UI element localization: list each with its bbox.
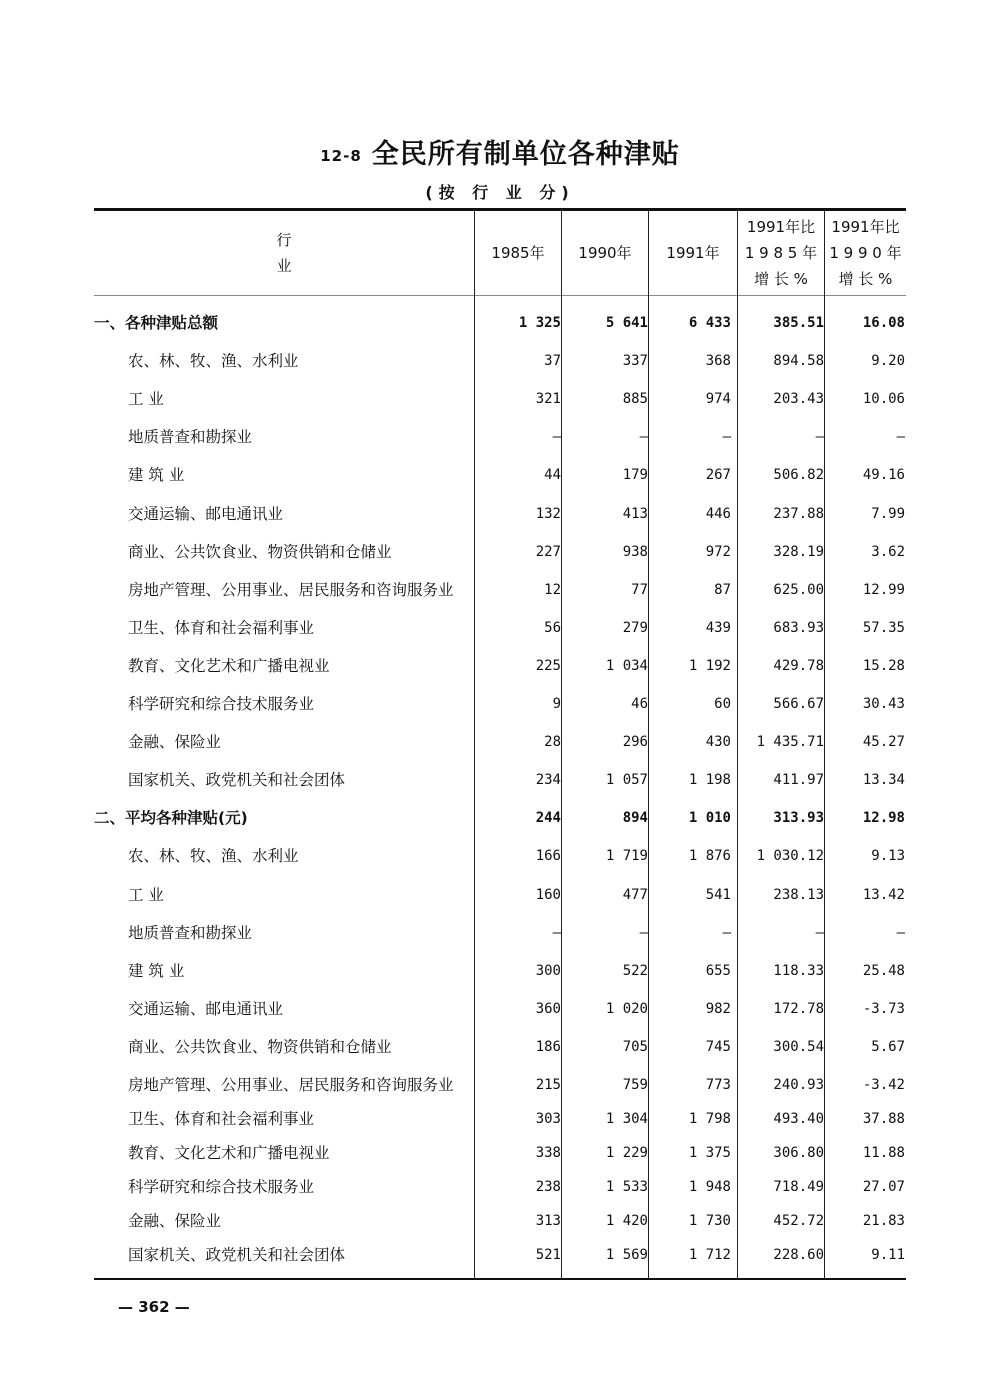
value-cell-v1991: 1 192 bbox=[688, 658, 731, 674]
industry-cell: 交通运输、邮电通讯业 bbox=[128, 1000, 284, 1018]
value-cell-v1990: 522 bbox=[622, 963, 648, 979]
industry-cell: 建 筑 业 bbox=[128, 962, 185, 980]
value-cell-v1985: 338 bbox=[535, 1145, 561, 1161]
value-cell-v1991: — bbox=[722, 925, 731, 941]
value-cell-v1985: 313 bbox=[535, 1213, 561, 1229]
value-cell-v1991: 1 375 bbox=[688, 1145, 731, 1161]
value-cell-r1985: 328.19 bbox=[773, 544, 824, 560]
industry-cell: 科学研究和综合技术服务业 bbox=[128, 695, 315, 713]
table-row bbox=[94, 497, 906, 531]
subtitle: (按 行 业 分) bbox=[425, 183, 575, 202]
table-number: 12-8 bbox=[320, 146, 362, 165]
industry-cell: 房地产管理、公用事业、居民服务和咨询服务业 bbox=[128, 581, 454, 599]
value-cell-v1990: 337 bbox=[622, 353, 648, 369]
value-cell-r1990: -3.73 bbox=[862, 1001, 905, 1017]
value-cell-v1985: 227 bbox=[535, 544, 561, 560]
value-cell-r1985: 313.93 bbox=[773, 810, 824, 826]
header-ratio-1990-line1: 1991年比 bbox=[831, 218, 900, 236]
value-cell-r1985: 1 030.12 bbox=[756, 848, 824, 864]
value-cell-r1985: 238.13 bbox=[773, 887, 824, 903]
header-industry: 行 业 bbox=[276, 231, 432, 275]
value-cell-v1985: 234 bbox=[535, 772, 561, 788]
value-cell-v1985: 238 bbox=[535, 1179, 561, 1195]
value-cell-v1991: 1 730 bbox=[688, 1213, 731, 1229]
value-cell-v1990: 279 bbox=[622, 620, 648, 636]
value-cell-v1991: 982 bbox=[705, 1001, 731, 1017]
value-cell-v1985: 360 bbox=[535, 1001, 561, 1017]
value-cell-r1990: 13.34 bbox=[862, 772, 905, 788]
header-rule bbox=[94, 295, 906, 296]
value-cell-r1990: 9.20 bbox=[871, 353, 905, 369]
value-cell-v1991: 1 712 bbox=[688, 1247, 731, 1263]
table-row bbox=[94, 1238, 906, 1272]
value-cell-r1990: 21.83 bbox=[862, 1213, 905, 1229]
value-cell-v1990: 1 569 bbox=[605, 1247, 648, 1263]
industry-cell: 教育、文化艺术和广播电视业 bbox=[128, 657, 330, 675]
industry-cell: 科学研究和综合技术服务业 bbox=[128, 1178, 315, 1196]
value-cell-v1991: 1 198 bbox=[688, 772, 731, 788]
value-cell-v1991: 1 798 bbox=[688, 1111, 731, 1127]
value-cell-v1991: 439 bbox=[705, 620, 731, 636]
industry-cell: 一、各种津贴总额 bbox=[94, 314, 219, 332]
industry-cell: 工 业 bbox=[128, 886, 164, 904]
value-cell-r1985: 385.51 bbox=[773, 315, 824, 331]
value-cell-r1985: 300.54 bbox=[773, 1039, 824, 1055]
value-cell-v1990: 1 057 bbox=[605, 772, 648, 788]
table-row bbox=[94, 839, 906, 873]
value-cell-r1990: 9.11 bbox=[871, 1247, 905, 1263]
value-cell-v1991: 446 bbox=[705, 506, 731, 522]
industry-cell: 地质普查和勘探业 bbox=[128, 428, 253, 446]
value-cell-v1991: 972 bbox=[705, 544, 731, 560]
value-cell-v1991: 1 948 bbox=[688, 1179, 731, 1195]
value-cell-v1990: 885 bbox=[622, 391, 648, 407]
table-row bbox=[94, 878, 906, 912]
table-row bbox=[94, 382, 906, 416]
value-cell-v1991: 1 010 bbox=[688, 810, 731, 826]
value-cell-r1985: 566.67 bbox=[773, 696, 824, 712]
value-cell-v1991: 430 bbox=[705, 734, 731, 750]
industry-cell: 卫生、体育和社会福利事业 bbox=[128, 1110, 315, 1128]
value-cell-v1985: 300 bbox=[535, 963, 561, 979]
industry-cell: 金融、保险业 bbox=[128, 733, 222, 751]
value-cell-r1985: 493.40 bbox=[773, 1111, 824, 1127]
industry-cell: 二、平均各种津贴(元) bbox=[94, 809, 248, 827]
industry-cell: 卫生、体育和社会福利事业 bbox=[128, 619, 315, 637]
value-cell-r1990: 25.48 bbox=[862, 963, 905, 979]
value-cell-v1990: 46 bbox=[631, 696, 648, 712]
value-cell-r1990: 57.35 bbox=[862, 620, 905, 636]
header-ratio-1990 bbox=[825, 211, 906, 295]
value-cell-r1990: 12.98 bbox=[862, 810, 905, 826]
value-cell-v1985: 1 325 bbox=[518, 315, 561, 331]
value-cell-v1985: 186 bbox=[535, 1039, 561, 1055]
value-cell-v1985: 9 bbox=[552, 696, 561, 712]
page-number: — 362 — bbox=[118, 1298, 190, 1316]
value-cell-r1990: — bbox=[896, 429, 905, 445]
value-cell-r1990: 16.08 bbox=[862, 315, 905, 331]
section-row bbox=[94, 306, 906, 340]
value-cell-v1991: 60 bbox=[714, 696, 731, 712]
value-cell-v1991: 1 876 bbox=[688, 848, 731, 864]
value-cell-v1985: 215 bbox=[535, 1077, 561, 1093]
value-cell-v1991: 368 bbox=[705, 353, 731, 369]
value-cell-v1991: 974 bbox=[705, 391, 731, 407]
page-title bbox=[0, 132, 1000, 171]
value-cell-v1990: 1 229 bbox=[605, 1145, 648, 1161]
value-cell-r1990: 7.99 bbox=[871, 506, 905, 522]
value-cell-r1985: 506.82 bbox=[773, 467, 824, 483]
value-cell-v1990: 1 304 bbox=[605, 1111, 648, 1127]
table-row bbox=[94, 649, 906, 683]
value-cell-r1985: 429.78 bbox=[773, 658, 824, 674]
table-row bbox=[94, 763, 906, 797]
value-cell-r1985: 306.80 bbox=[773, 1145, 824, 1161]
value-cell-r1985: — bbox=[815, 429, 824, 445]
value-cell-v1985: 37 bbox=[544, 353, 561, 369]
industry-cell: 地质普查和勘探业 bbox=[128, 924, 253, 942]
value-cell-r1985: 718.49 bbox=[773, 1179, 824, 1195]
value-cell-r1990: 9.13 bbox=[871, 848, 905, 864]
value-cell-r1990: 11.88 bbox=[862, 1145, 905, 1161]
value-cell-v1990: 894 bbox=[622, 810, 648, 826]
industry-cell: 建 筑 业 bbox=[128, 466, 185, 484]
table-row bbox=[94, 344, 906, 378]
header-ratio-1985-line3: 增 长 % bbox=[754, 270, 808, 288]
value-cell-v1991: 745 bbox=[705, 1039, 731, 1055]
value-cell-r1985: 237.88 bbox=[773, 506, 824, 522]
table-row bbox=[94, 992, 906, 1026]
header-ratio-1985 bbox=[738, 211, 824, 295]
table-row bbox=[94, 420, 906, 454]
value-cell-r1985: 228.60 bbox=[773, 1247, 824, 1263]
value-cell-v1990: — bbox=[639, 925, 648, 941]
value-cell-v1985: 44 bbox=[544, 467, 561, 483]
header-1991: 1991年 bbox=[666, 244, 720, 262]
value-cell-r1990: 3.62 bbox=[871, 544, 905, 560]
value-cell-v1985: — bbox=[552, 429, 561, 445]
table-row bbox=[94, 916, 906, 950]
value-cell-r1985: 1 435.71 bbox=[756, 734, 824, 750]
value-cell-r1985: 683.93 bbox=[773, 620, 824, 636]
value-cell-v1990: 1 020 bbox=[605, 1001, 648, 1017]
industry-cell: 国家机关、政党机关和社会团体 bbox=[128, 1246, 346, 1264]
value-cell-r1985: 203.43 bbox=[773, 391, 824, 407]
table-row bbox=[94, 1136, 906, 1170]
value-cell-v1990: — bbox=[639, 429, 648, 445]
industry-cell: 交通运输、邮电通讯业 bbox=[128, 505, 284, 523]
value-cell-v1985: 56 bbox=[544, 620, 561, 636]
table-row bbox=[94, 1204, 906, 1238]
value-cell-v1990: 77 bbox=[631, 582, 648, 598]
value-cell-v1991: 6 433 bbox=[688, 315, 731, 331]
value-cell-v1991: 655 bbox=[705, 963, 731, 979]
value-cell-r1985: — bbox=[815, 925, 824, 941]
header-ratio-1985-line1: 1991年比 bbox=[746, 218, 816, 236]
section-row bbox=[94, 801, 906, 835]
value-cell-r1985: 894.58 bbox=[773, 353, 824, 369]
value-cell-r1990: 10.06 bbox=[862, 391, 905, 407]
industry-cell: 房地产管理、公用事业、居民服务和咨询服务业 bbox=[128, 1076, 454, 1094]
value-cell-r1990: 12.99 bbox=[862, 582, 905, 598]
value-cell-v1985: 132 bbox=[535, 506, 561, 522]
value-cell-r1990: 37.88 bbox=[862, 1111, 905, 1127]
value-cell-v1990: 1 420 bbox=[605, 1213, 648, 1229]
value-cell-v1991: 87 bbox=[714, 582, 731, 598]
value-cell-v1991: — bbox=[722, 429, 731, 445]
value-cell-r1990: — bbox=[896, 925, 905, 941]
industry-cell: 教育、文化艺术和广播电视业 bbox=[128, 1144, 330, 1162]
value-cell-v1990: 179 bbox=[622, 467, 648, 483]
value-cell-v1990: 938 bbox=[622, 544, 648, 560]
industry-cell: 工 业 bbox=[128, 390, 164, 408]
value-cell-v1990: 1 034 bbox=[605, 658, 648, 674]
value-cell-r1985: 625.00 bbox=[773, 582, 824, 598]
value-cell-v1985: 321 bbox=[535, 391, 561, 407]
value-cell-r1990: 27.07 bbox=[862, 1179, 905, 1195]
table-row bbox=[94, 573, 906, 607]
bottom-rule bbox=[94, 1278, 906, 1280]
value-cell-v1985: 225 bbox=[535, 658, 561, 674]
industry-cell: 农、林、牧、渔、水利业 bbox=[128, 352, 299, 370]
table-title: 全民所有制单位各种津贴 bbox=[371, 139, 680, 170]
value-cell-r1990: -3.42 bbox=[862, 1077, 905, 1093]
value-cell-v1990: 705 bbox=[622, 1039, 648, 1055]
industry-cell: 金融、保险业 bbox=[128, 1212, 222, 1230]
value-cell-r1990: 45.27 bbox=[862, 734, 905, 750]
header-ratio-1985-line2: 1 9 8 5 年 bbox=[744, 244, 818, 262]
value-cell-v1985: 28 bbox=[544, 734, 561, 750]
value-cell-v1990: 413 bbox=[622, 506, 648, 522]
industry-cell: 商业、公共饮食业、物资供销和仓储业 bbox=[128, 543, 392, 561]
value-cell-v1990: 1 533 bbox=[605, 1179, 648, 1195]
value-cell-r1985: 118.33 bbox=[773, 963, 824, 979]
value-cell-v1990: 759 bbox=[622, 1077, 648, 1093]
value-cell-v1991: 267 bbox=[705, 467, 731, 483]
industry-cell: 农、林、牧、渔、水利业 bbox=[128, 847, 299, 865]
header-1985: 1985年 bbox=[491, 244, 545, 262]
value-cell-v1985: 244 bbox=[535, 810, 561, 826]
value-cell-v1990: 296 bbox=[622, 734, 648, 750]
table-row bbox=[94, 1030, 906, 1064]
value-cell-r1990: 13.42 bbox=[862, 887, 905, 903]
table-row bbox=[94, 1170, 906, 1204]
value-cell-v1985: 303 bbox=[535, 1111, 561, 1127]
value-cell-v1985: — bbox=[552, 925, 561, 941]
table-row bbox=[94, 954, 906, 988]
value-cell-r1985: 240.93 bbox=[773, 1077, 824, 1093]
header-1990: 1990年 bbox=[578, 244, 632, 262]
table-row bbox=[94, 1102, 906, 1136]
industry-cell: 国家机关、政党机关和社会团体 bbox=[128, 771, 346, 789]
value-cell-v1985: 160 bbox=[535, 887, 561, 903]
value-cell-v1990: 5 641 bbox=[605, 315, 648, 331]
table-row bbox=[94, 725, 906, 759]
value-cell-v1991: 773 bbox=[705, 1077, 731, 1093]
value-cell-r1990: 5.67 bbox=[871, 1039, 905, 1055]
value-cell-v1985: 12 bbox=[544, 582, 561, 598]
value-cell-v1991: 541 bbox=[705, 887, 731, 903]
value-cell-r1990: 49.16 bbox=[862, 467, 905, 483]
table-row bbox=[94, 458, 906, 492]
value-cell-v1990: 1 719 bbox=[605, 848, 648, 864]
table-row bbox=[94, 687, 906, 721]
value-cell-v1985: 166 bbox=[535, 848, 561, 864]
table-row bbox=[94, 535, 906, 569]
table-row bbox=[94, 1068, 906, 1102]
table-row bbox=[94, 611, 906, 645]
header-ratio-1990-line3: 增 长 % bbox=[838, 270, 893, 288]
value-cell-r1985: 172.78 bbox=[773, 1001, 824, 1017]
value-cell-v1985: 521 bbox=[535, 1247, 561, 1263]
industry-cell: 商业、公共饮食业、物资供销和仓储业 bbox=[128, 1038, 392, 1056]
header-ratio-1990-line2: 1 9 9 0 年 bbox=[829, 244, 902, 262]
value-cell-r1990: 30.43 bbox=[862, 696, 905, 712]
value-cell-r1990: 15.28 bbox=[862, 658, 905, 674]
value-cell-v1990: 477 bbox=[622, 887, 648, 903]
value-cell-r1985: 452.72 bbox=[773, 1213, 824, 1229]
value-cell-r1985: 411.97 bbox=[773, 772, 824, 788]
